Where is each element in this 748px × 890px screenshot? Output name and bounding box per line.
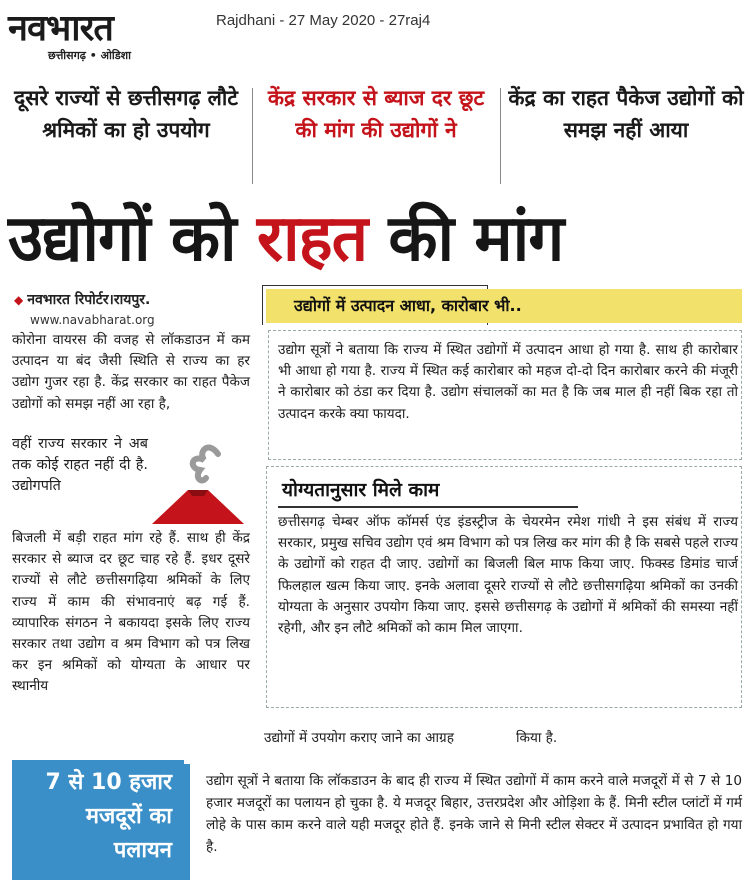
subhead-banner: उद्योगों में उत्पादन आधा, कारोबार भी.. [266, 289, 742, 323]
footer-text: उद्योग सूत्रों ने बताया कि लॉकडाउन के बाद ही राज्य में स्थित उद्योगों में काम करने वाले मजदूरों में से 7 से 10 हजार मजदूरों का पलायन हो चुका है. ये मजदूर बिहार, उत्तरप्रदेश और ओड़िशा के हैं. मिनी स्टील प्लांटों में गर्म लोहे के पास काम करने वाले यही मजदूर होते हैं. इनके जाने से मिनी स्टील सेक्टर में उत्पादन प्रभावित हो गया है. [206, 773, 742, 855]
volcano-icon [148, 430, 248, 526]
left-column-para-1: कोरोना वायरस की वजह से लॉकडाउन में कम उत्पादन या बंद जैसी स्थिति से राज्य का हर उद्योग गुजर रहा है. केंद्र सरकार का राहत पैकेज उद्योगों को समझ नहीं आ रहा है, [12, 332, 250, 412]
headline-part1: उद्योगों को [8, 202, 257, 276]
footer-label [12, 766, 178, 868]
merit-work-text: छत्तीसगढ़ चेम्बर ऑफ कॉमर्स एंड इंडस्ट्रीज के चेयरमेन रमेश गांधी ने इस संबंध में राज्य सरकार, प्रमुख सचिव उद्योग एवं श्रम विभाग को पत्र लिख कर मांग की है कि सबसे पहले राज्य के उद्योगों को राहत दी जाए. उद्योगों का बिजली बिल माफ किया जाए. फिक्स्ड डिमांड चार्ज फिलहाल खत्म किया जाए. इनके अलावा दूसरे राज्यों से लौटे छत्तीसगढ़िया श्रमिकों का उनकी योग्यता के अनुसार उपयोग किया जाए. इससे छत्तीसगढ़ के उद्योगों में श्रमिकों की समस्या नहीं रहेगी, और इन लौटे श्रमिकों को काम मिल जाएगा. [278, 514, 738, 637]
teaser-headline-3: केंद्र का राहत पैकेज उद्योगों को समझ नहीं आया [508, 86, 744, 142]
logo-text: नवभारत [8, 7, 113, 49]
merit-work-heading: योग्यतानुसार मिले काम [282, 479, 440, 501]
teaser-headline-1: दूसरे राज्यों से छत्तीसगढ़ लौटे श्रमिकों का हो उपयोग [14, 86, 238, 142]
footer-label-line-3: पलायन [113, 838, 172, 863]
footer-label-line-2: मजदूरों का [85, 804, 172, 829]
continuation-text-1: उद्योगों में उपयोग कराए जाने का आग्रह [264, 730, 454, 746]
headline-part2: की मांग [367, 202, 564, 276]
byline [14, 290, 150, 309]
main-headline [8, 196, 744, 282]
diamond-icon: ◆ [14, 293, 24, 307]
footer-accent-bar [184, 764, 190, 880]
headline-accent: राहत [256, 202, 368, 276]
heading-underline [278, 506, 578, 508]
website-link[interactable]: www.navabharat.org [30, 313, 155, 327]
teaser-divider [252, 88, 253, 184]
logo-subtext: छत्तीसगढ़ • ओडिशा [48, 49, 131, 62]
left-column-para-2: वहीं राज्य सरकार ने अब तक कोई राहत नहीं दी है. उद्योगपति [12, 436, 148, 494]
newspaper-logo [4, 4, 200, 66]
teaser-divider [500, 88, 501, 184]
industry-output-text: उद्योग सूत्रों ने बताया कि राज्य में स्थित उद्योगों में उत्पादन आधा हो गया है. साथ ही कारोबार भी आधा हो गया है. राज्य में स्थित कई कारोबार को महज दो-दो दिन कारोबार करने की मंजूरी ने कारोबार को ठंडा कर दिया है. उद्योग संचालकों का मत है कि जब माल ही नहीं बिक रहा तो उत्पादन करके क्या फायदा. [278, 342, 738, 422]
footer-label-line-1: 7 से 10 हजार [45, 770, 172, 795]
left-column-para-3: बिजली में बड़ी राहत मांग रहे हैं. साथ ही केंद्र सरकार से ब्याज दर छूट चाह रहे हैं. इधर दूसरे राज्यों से लौटे छत्तीसगढ़िया श्रमिकों के लिए राज्य में काम की संभावनाएं बढ़ गई हैं. व्यापारिक संगठन ने बकायदा इसके लिए राज्य सरकार तथा उद्योग व श्रम विभाग को पत्र लिख कर इन श्रमिकों को योग्यता के आधार पर स्थानीय [12, 530, 250, 695]
teaser-headline-2: केंद्र सरकार से ब्याज दर छूट की मांग की उद्योगों ने [267, 86, 485, 142]
continuation-text-2: किया है. [516, 730, 558, 746]
byline-text: नवभारत रिपोर्टर।रायपुर. [27, 292, 151, 308]
edition-info: Rajdhani - 27 May 2020 - 27raj4 [216, 12, 431, 29]
